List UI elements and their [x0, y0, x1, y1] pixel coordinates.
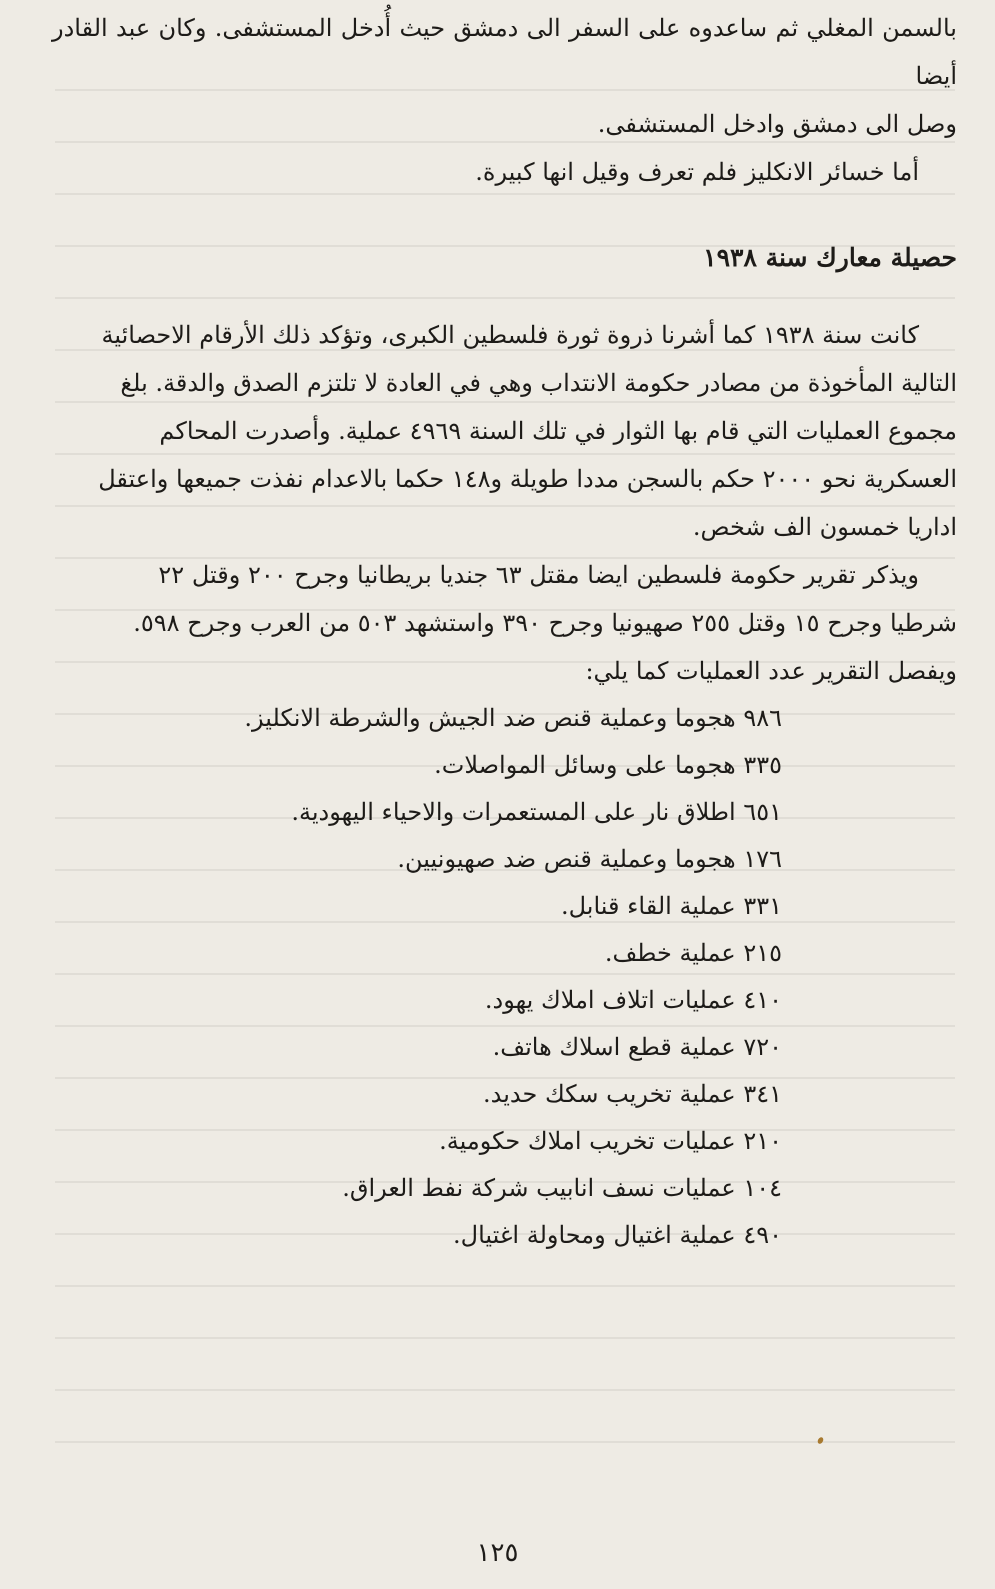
operations-list — [52, 695, 957, 1259]
text-line: وصل الى دمشق وادخل المستشفى. — [597, 110, 957, 138]
operation-item: ٤١٠ عمليات اتلاف املاك يهود. — [484, 985, 782, 1014]
page-content — [52, 4, 957, 1259]
section-heading: حصيلة معارك سنة ١٩٣٨ — [703, 243, 957, 272]
text-line: شرطيا وجرح ١٥ وقتل ٢٥٥ صهيونيا وجرح ٣٩٠ واستشهد ٥٠٣ من العرب وجرح ٥٩٨. — [133, 608, 957, 637]
paragraph-top — [52, 4, 957, 196]
text-line: التالية المأخوذة من مصادر حكومة الانتداب وهي في العادة لا تلتزم الصدق والدقة. بلغ — [120, 368, 957, 397]
text-line: مجموع العمليات التي قام بها الثوار في تلك السنة ٤٩٦٩ عملية. وأصدرت المحاكم — [159, 416, 957, 445]
operation-item: ١٠٤ عمليات نسف انابيب شركة نفط العراق. — [342, 1173, 782, 1202]
paper-speck — [817, 1436, 825, 1445]
operation-item: ٦٥١ اطلاق نار على المستعمرات والاحياء اليهودية. — [291, 797, 782, 826]
operation-item: ٣٤١ عملية تخريب سكك حديد. — [482, 1079, 782, 1108]
text-line: ويذكر تقرير حكومة فلسطين ايضا مقتل ٦٣ جنديا بريطانيا وجرح ٢٠٠ وقتل ٢٢ — [158, 560, 919, 589]
operation-item: ٢١٥ عملية خطف. — [604, 938, 782, 967]
paragraph-2 — [52, 551, 957, 695]
text-line: اداريا خمسون الف شخص. — [692, 512, 957, 541]
operation-item: ١٧٦ هجوما وعملية قنص ضد صهيونيين. — [397, 844, 782, 873]
operation-item: ٤٩٠ عملية اغتيال ومحاولة اغتيال. — [453, 1220, 782, 1249]
english-losses-line: أما خسائر الانكليز فلم تعرف وقيل انها كبيرة. — [475, 158, 919, 186]
operation-item: ٢١٠ عمليات تخريب املاك حكومية. — [439, 1126, 782, 1155]
page-number: ١٢٥ — [476, 1538, 519, 1568]
text-line: ويفصل التقرير عدد العمليات كما يلي: — [585, 656, 957, 685]
operation-item: ٣٣١ عملية القاء قنابل. — [560, 891, 782, 920]
text-line: كانت سنة ١٩٣٨ كما أشرنا ذروة ثورة فلسطين الكبرى، وتؤكد ذلك الأرقام الاحصائية — [101, 320, 919, 349]
operation-item: ٣٣٥ هجوما على وسائل المواصلات. — [434, 750, 782, 779]
paragraph-1 — [52, 311, 957, 551]
text-line: العسكرية نحو ٢٠٠٠ حكم بالسجن مددا طويلة و١٤٨ حكما بالاعدام نفذت جميعها واعتقل — [98, 464, 957, 493]
text-line: بالسمن المغلي ثم ساعدوه على السفر الى دمشق حيث أُدخل المستشفى. وكان عبد القادر أيضا — [52, 14, 957, 90]
operation-item: ٩٨٦ هجوما وعملية قنص ضد الجيش والشرطة الانكليز. — [244, 703, 782, 732]
operation-item: ٧٢٠ عملية قطع اسلاك هاتف. — [492, 1032, 782, 1061]
